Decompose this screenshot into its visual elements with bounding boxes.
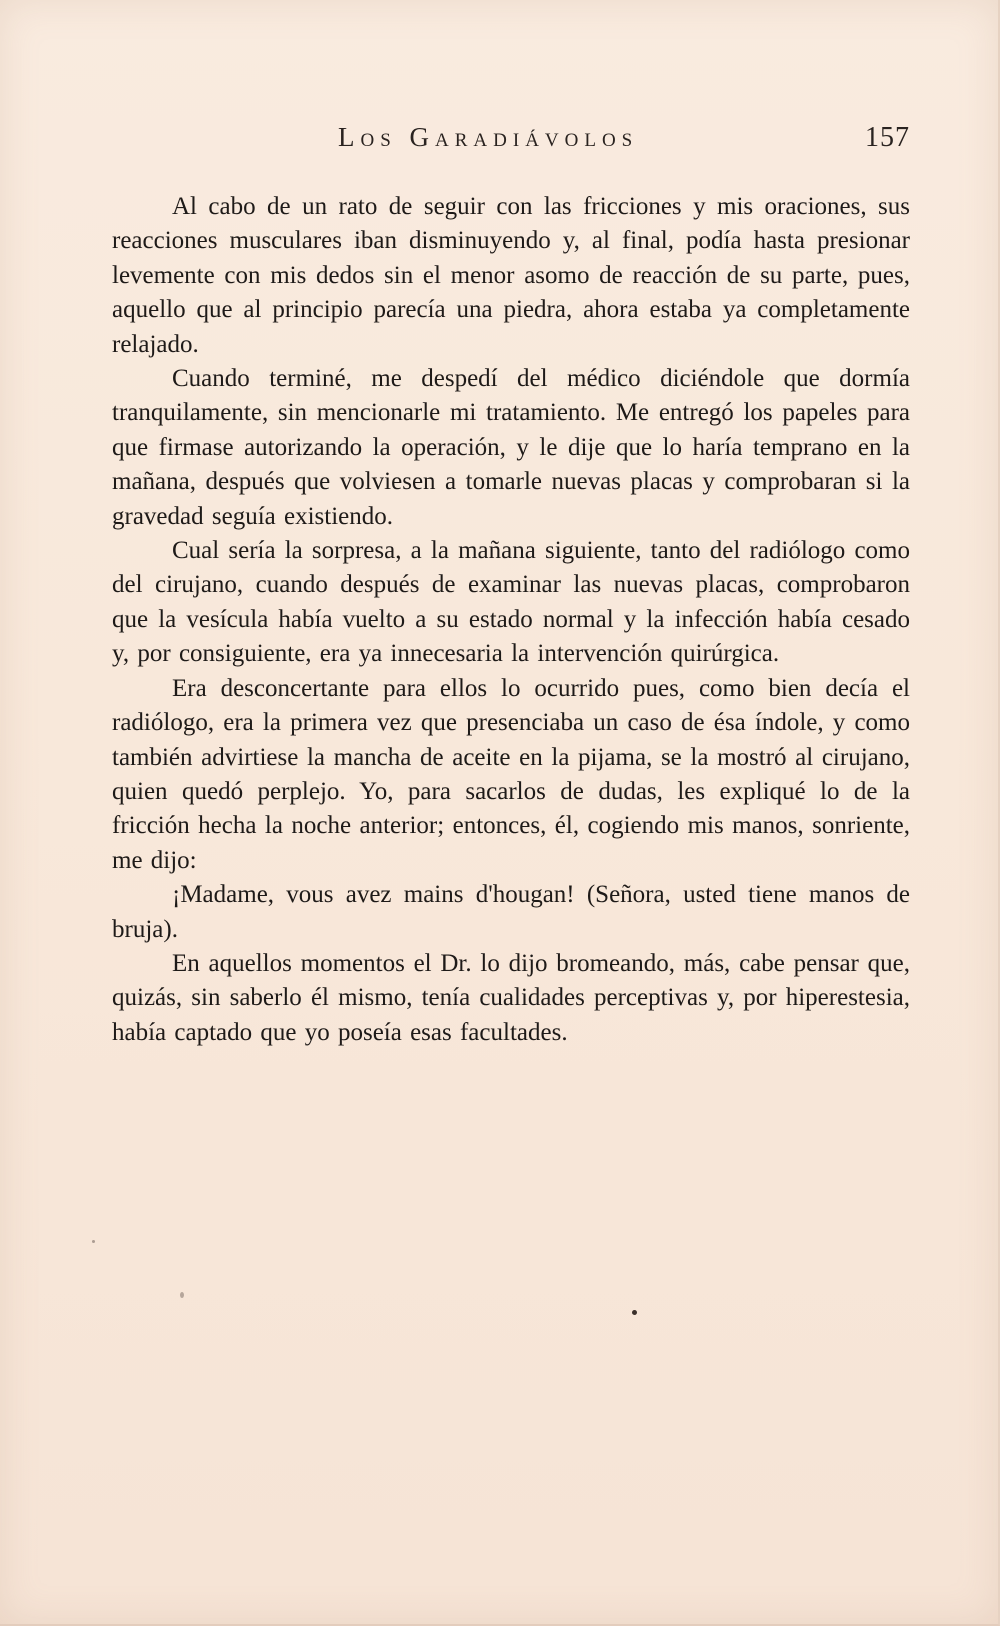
paragraph-5: ¡Madame, vous avez mains d'hougan! (Señora, usted tiene manos de bruja). bbox=[112, 881, 910, 943]
paragraph-4: Era desconcertante para ellos lo ocurrido pues, como bien decía el radiólogo, era la primera vez que presenciaba un caso de ésa índole, y como también advirtiese la mancha de aceite en la pijama, se la mostró al cirujano, quien quedó perplejo. Yo, para sacarlos de dudas, les expliqué lo de la fricción hecha la noche anterior; entonces, él, cogiendo mis manos, sonriente, me dijo: bbox=[112, 674, 910, 874]
body-text bbox=[112, 190, 910, 1050]
paragraph-3: Cual sería la sorpresa, a la mañana siguiente, tanto del radiólogo como del cirujano, cuando después de examinar las nuevas placas, comprobaron que la vesícula había vuelto a su estado normal y la infección había cesado y, por consiguiente, era ya innecesaria la intervención quirúrgica. bbox=[112, 537, 910, 668]
paper-stain bbox=[92, 1240, 95, 1243]
running-head bbox=[112, 122, 910, 162]
paragraph-6: En aquellos momentos el Dr. lo dijo bromeando, más, cabe pensar que, quizás, sin saberlo él mismo, tenía cualidades perceptivas y, por hiperestesia, había captado que yo poseía esas facultades. bbox=[112, 949, 910, 1046]
running-title: Los Garadiávolos bbox=[338, 122, 639, 152]
paragraph-2: Cuando terminé, me despedí del médico diciéndole que dormía tranquilamente, sin mencionarle mi tratamiento. Me entregó los papeles para que firmase autorizando la operación, y le dije que lo haría temprano en la mañana, después que volviesen a tomarle nuevas placas y comprobaran si la gravedad seguía existiendo. bbox=[112, 365, 910, 530]
paragraph-1: Al cabo de un rato de seguir con las fricciones y mis oraciones, sus reacciones musculares iban disminuyendo y, al final, podía hasta presionar levemente con mis dedos sin el menor asomo de reacción de su parte, pues, aquello que al principio parecía una piedra, ahora estaba ya completamente relajado. bbox=[112, 193, 910, 358]
page-number: 157 bbox=[865, 122, 910, 153]
paper-stain bbox=[180, 1292, 184, 1298]
ink-speck bbox=[632, 1310, 637, 1315]
